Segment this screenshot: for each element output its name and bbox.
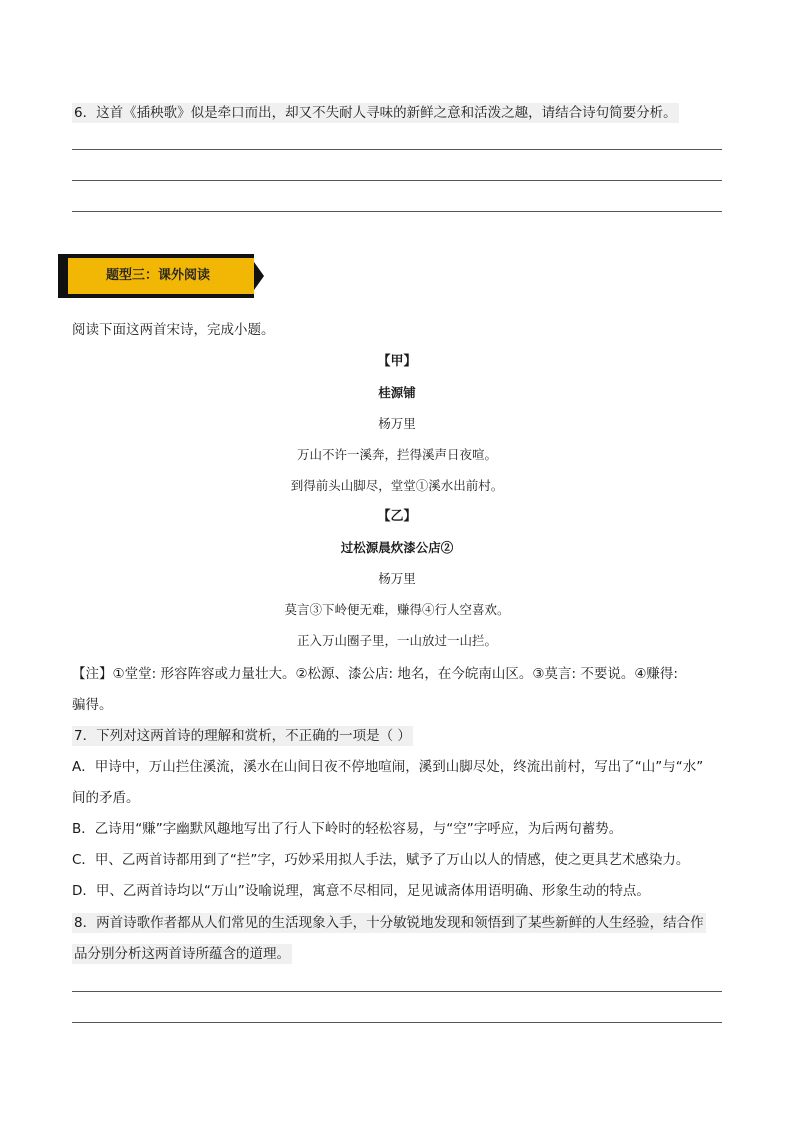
note-line-1: 【注】①堂堂: 形容阵容或力量壮大。②松源、漆公店: 地名，在今皖南山区。③莫言: 不要说。④赚得:	[72, 666, 678, 682]
option-a-line-2: 间的矛盾。	[72, 790, 140, 806]
question-6: 6．这首《插秧歌》似是牵口而出，却又不失耐人寻味的新鲜之意和活泼之趣，请结合诗句简要分析。	[74, 105, 677, 121]
answer-line	[72, 991, 722, 992]
poem-a-line-1: 万山不许一溪奔，拦得溪声日夜喧。	[296, 447, 497, 462]
section-banner	[58, 248, 264, 300]
option-d: D．甲、乙两首诗均以“万山”设喻说理，寓意不尽相同，足见诚斋体用语明确、形象生动的特点。	[72, 883, 650, 899]
option-a-line-1: A．甲诗中，万山拦住溪流，溪水在山间日夜不停地喧闹，溪到山脚尽处，终流出前村，写出了“山”与“水”	[72, 759, 704, 775]
option-c: C．甲、乙两首诗都用到了“拦”字，巧妙采用拟人手法，赋予了万山以人的情感，使之更具艺术感染力。	[72, 852, 690, 868]
note-line-2: 骗得。	[72, 697, 113, 713]
option-b: B．乙诗用“赚”字幽默风趣地写出了行人下岭时的轻松容易，与“空”字呼应，为后两句蓄势。	[72, 821, 623, 837]
reading-instruction: 阅读下面这两首宋诗，完成小题。	[72, 322, 275, 338]
poem-b-line-1: 莫言③下岭便无难，赚得④行人空喜欢。	[284, 602, 510, 617]
answer-line	[72, 211, 722, 212]
poem-b-tag: 【乙】	[377, 509, 417, 524]
poem-b-author: 杨万里	[378, 571, 416, 586]
answer-line	[72, 1022, 722, 1023]
poem-a-line-2: 到得前头山脚尽，堂堂①溪水出前村。	[290, 478, 504, 493]
poem-b-line-2: 正入万山圈子里，一山放过一山拦。	[296, 633, 497, 648]
question-8-line-1: 8．两首诗歌作者都从人们常见的生活现象入手，十分敏锐地发现和领悟到了某些新鲜的人生经验，结合作	[74, 915, 704, 931]
banner-tail	[254, 262, 264, 290]
question-8-line-2: 品分别分析这两首诗所蕴含的道理。	[74, 946, 290, 962]
question-7: 7．下列对这两首诗的理解和赏析，不正确的一项是（ ）	[74, 728, 411, 744]
section-title: 题型三：课外阅读	[68, 258, 254, 294]
poem-a-title: 桂源铺	[378, 385, 416, 400]
answer-line	[72, 149, 722, 150]
answer-line	[72, 180, 722, 181]
poem-a-tag: 【甲】	[377, 354, 417, 369]
poem-b-title: 过松源晨炊漆公店②	[340, 540, 454, 555]
poem-a-author: 杨万里	[378, 416, 416, 431]
